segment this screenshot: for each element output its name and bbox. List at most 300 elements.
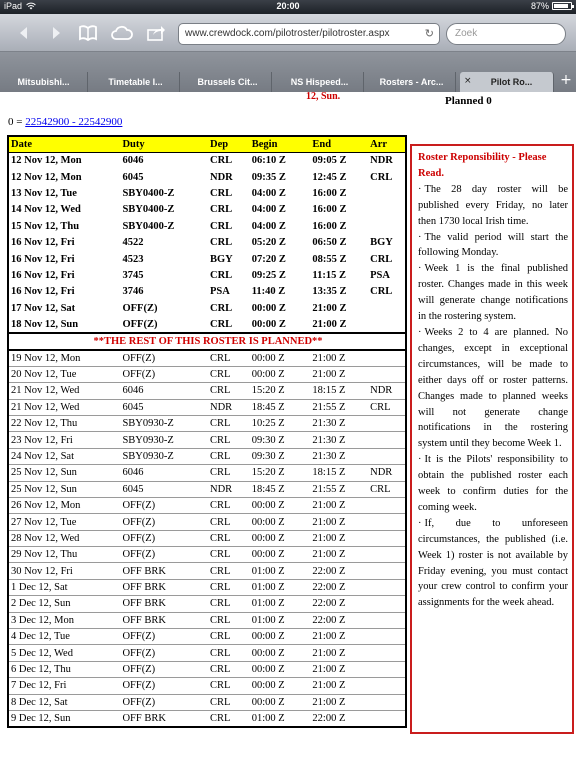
cell-date: 13 Nov 12, Tue (8, 185, 120, 201)
cell-duty: OFF(Z) (120, 661, 208, 677)
cell-dep: CRL (208, 596, 250, 612)
cell-arr: CRL (368, 284, 406, 300)
cell-begin: 00:00 Z (250, 547, 311, 563)
cell-dep: CRL (210, 302, 233, 314)
table-row (8, 169, 406, 185)
cell-date: 3 Dec 12, Mon (8, 612, 120, 628)
cell-begin: 15:20 Z (250, 465, 311, 481)
back-icon[interactable] (12, 22, 36, 44)
cell-dep: CRL (210, 269, 233, 281)
header-date: Date (8, 136, 120, 153)
cell-end: 09:05 Z (312, 155, 347, 167)
cell-date: 6 Dec 12, Thu (8, 661, 120, 677)
cell-end: 21:00 Z (312, 318, 347, 330)
cell-begin: 04:00 Z (251, 204, 286, 216)
cell-dep: PSA (210, 286, 230, 298)
cell-dep: CRL (210, 220, 233, 232)
cell-duty: OFF BRK (120, 579, 208, 595)
notes-bullet (418, 182, 568, 230)
cell-date: 4 Dec 12, Tue (8, 629, 120, 645)
cell-date: 16 Nov 12, Fri (8, 234, 120, 250)
cell-begin: 00:00 Z (251, 318, 286, 330)
bullet-text: The valid period will start the following Monday. (418, 231, 568, 259)
zero-prefix: 0 = (8, 116, 26, 128)
cell-date: 30 Nov 12, Fri (8, 563, 120, 579)
cell-end: 21:30 Z (310, 432, 368, 448)
cell-date: 12 Nov 12, Mon (8, 169, 120, 185)
cell-arr (368, 202, 406, 218)
cell-begin: 01:00 Z (250, 563, 311, 579)
cell-arr (368, 218, 406, 234)
cell-duty: OFF BRK (120, 563, 208, 579)
cell-date: 28 Nov 12, Wed (8, 530, 120, 546)
cell-duty: OFF BRK (120, 711, 208, 728)
tab-mitsubishi[interactable] (0, 72, 88, 92)
cell-dep: CRL (208, 694, 250, 710)
add-tab-icon[interactable]: + (560, 72, 572, 88)
cell-date: 14 Nov 12, Wed (8, 202, 120, 218)
cell-duty: OFF(Z) (120, 547, 208, 563)
cell-date: 16 Nov 12, Fri (8, 251, 120, 267)
cell-begin: 01:00 Z (250, 612, 311, 628)
cell-begin: 01:00 Z (250, 579, 311, 595)
url-text: www.crewdock.com/pilotroster/pilotroster.aspx (185, 28, 390, 39)
table-row (8, 481, 406, 497)
cell-end: 21:00 Z (310, 497, 368, 513)
tab-label: NS Hispeed... (290, 77, 349, 87)
cell-date: 18 Nov 12, Sun (8, 316, 120, 332)
cell-dep: CRL (208, 448, 250, 464)
cell-arr (368, 547, 406, 563)
cell-begin: 06:10 Z (251, 155, 286, 167)
cell-end: 16:00 Z (312, 187, 347, 199)
cell-duty: 6045 (120, 399, 208, 415)
cell-duty: 6045 (120, 481, 208, 497)
table-row (8, 399, 406, 415)
cell-duty: OFF(Z) (120, 350, 208, 367)
cell-duty: 3746 (122, 286, 144, 298)
cell-arr (368, 514, 406, 530)
cell-begin: 00:00 Z (250, 678, 311, 694)
bullet-icon: · (418, 231, 422, 243)
cell-dep: CRL (208, 530, 250, 546)
table-row (8, 153, 406, 169)
table-row (8, 415, 406, 431)
cell-duty: OFF(Z) (120, 514, 208, 530)
cell-duty: OFF(Z) (122, 302, 158, 314)
table-row (8, 612, 406, 628)
tab-label: Rosters - Arc... (379, 77, 444, 87)
cell-duty: SBY0400-Z (122, 204, 175, 216)
cell-date: 1 Dec 12, Sat (8, 579, 120, 595)
cell-begin: 00:00 Z (250, 366, 311, 382)
table-row (8, 579, 406, 595)
page-content (0, 92, 576, 768)
cell-dep: CRL (208, 514, 250, 530)
cell-arr (368, 579, 406, 595)
cell-end: 21:00 Z (310, 661, 368, 677)
cell-arr (368, 596, 406, 612)
cell-arr: PSA (368, 267, 406, 283)
cell-date: 27 Nov 12, Tue (8, 514, 120, 530)
cell-date: 26 Nov 12, Mon (8, 497, 120, 513)
cell-arr (368, 432, 406, 448)
cell-duty: 3745 (122, 269, 144, 281)
cell-arr: BGY (368, 234, 406, 250)
header-begin: Begin (250, 136, 311, 153)
cell-duty: 6046 (122, 155, 144, 167)
header-dep: Dep (208, 136, 250, 153)
cell-arr: CRL (368, 169, 406, 185)
tab-timetable[interactable] (92, 72, 180, 92)
tab-label: Brussels Cit... (197, 77, 258, 87)
cell-date: 7 Dec 12, Fri (8, 678, 120, 694)
cell-end: 16:00 Z (312, 204, 347, 216)
cell-end: 06:50 Z (312, 237, 347, 249)
table-row (8, 432, 406, 448)
cell-arr (368, 300, 406, 316)
table-row (8, 284, 406, 300)
cell-date: 5 Dec 12, Wed (8, 645, 120, 661)
forward-icon[interactable] (44, 22, 68, 44)
cell-begin: 15:20 Z (250, 383, 311, 399)
cell-begin: 04:00 Z (251, 187, 286, 199)
cell-duty: OFF BRK (120, 612, 208, 628)
cell-dep: CRL (208, 661, 250, 677)
cell-begin: 00:00 Z (250, 629, 311, 645)
cell-duty: OFF(Z) (120, 694, 208, 710)
cell-arr (368, 678, 406, 694)
table-row (8, 350, 406, 367)
cell-begin: 07:20 Z (251, 253, 286, 265)
cell-end: 11:15 Z (312, 269, 346, 281)
cell-dep: CRL (208, 547, 250, 563)
cell-dep: CRL (208, 415, 250, 431)
table-row (8, 251, 406, 267)
cell-dep: NDR (208, 399, 250, 415)
cell-dep: CRL (208, 432, 250, 448)
bullet-text: It is the Pilots' responsibility to obtain the published roster each week to confirm duties for the coming week. (418, 454, 568, 513)
cell-date: 22 Nov 12, Thu (8, 415, 120, 431)
cell-dep: CRL (210, 237, 233, 249)
cell-dep: CRL (210, 187, 233, 199)
cell-date: 8 Dec 12, Sat (8, 694, 120, 710)
cell-arr: CRL (368, 481, 406, 497)
cell-duty: OFF BRK (120, 596, 208, 612)
search-field[interactable]: Zoek (446, 23, 566, 45)
cell-arr (368, 645, 406, 661)
table-row (8, 465, 406, 481)
table-row (8, 530, 406, 546)
cell-arr (368, 563, 406, 579)
table-row (8, 629, 406, 645)
cell-dep: CRL (210, 318, 233, 330)
separator-row (8, 333, 406, 350)
bullet-text: Weeks 2 to 4 are planned. No changes, except in exceptional circumstances, will be made to either days off or roster patterns. Changes made to planned weeks will not generate change notifications in the rostering system until they become Week 1. (418, 326, 568, 450)
status-bar (0, 0, 576, 14)
bullet-icon: · (418, 183, 422, 195)
cell-arr (368, 661, 406, 677)
cell-duty: OFF(Z) (120, 678, 208, 694)
cell-arr (368, 350, 406, 367)
cell-duty: OFF(Z) (120, 530, 208, 546)
cell-begin: 04:00 Z (251, 220, 286, 232)
cell-date: 21 Nov 12, Wed (8, 383, 120, 399)
cell-dep: CRL (208, 366, 250, 382)
cell-dep: CRL (208, 579, 250, 595)
roster-notes (410, 144, 574, 734)
zero-line (8, 116, 122, 128)
table-row (8, 366, 406, 382)
table-row (8, 563, 406, 579)
cell-arr: CRL (368, 251, 406, 267)
reload-icon[interactable]: ↻ (424, 27, 434, 40)
tab-ns-hispeed[interactable] (276, 72, 364, 92)
cell-end: 18:15 Z (310, 465, 368, 481)
cell-end: 21:00 Z (310, 694, 368, 710)
tab-label: Mitsubishi... (17, 77, 70, 87)
cell-date: 21 Nov 12, Wed (8, 399, 120, 415)
table-row (8, 185, 406, 201)
cell-arr (368, 366, 406, 382)
cell-arr (368, 448, 406, 464)
roster-table (7, 135, 407, 728)
planned-count: Planned 0 (445, 95, 492, 107)
planned-rows (8, 350, 406, 727)
cell-arr (368, 612, 406, 628)
battery-icon (552, 2, 572, 10)
cell-duty: 6045 (122, 171, 144, 183)
cell-arr: NDR (368, 383, 406, 399)
notes-title: Roster Reponsibility - Please Read. (418, 152, 547, 179)
close-tab-icon[interactable]: × (464, 76, 472, 86)
table-row (8, 202, 406, 218)
table-row (8, 448, 406, 464)
cloud-icon[interactable] (110, 22, 134, 44)
cut-off-text: 12, Sun. (306, 92, 341, 102)
cell-date: 17 Nov 12, Sat (8, 300, 120, 316)
cell-date: 20 Nov 12, Tue (8, 366, 120, 382)
separator-text: **THE REST OF THIS ROSTER IS PLANNED** (8, 333, 406, 350)
cell-begin: 01:00 Z (250, 711, 311, 728)
table-row (8, 678, 406, 694)
cell-dep: NDR (210, 171, 233, 183)
cell-begin: 00:00 Z (250, 530, 311, 546)
cell-begin: 10:25 Z (250, 415, 311, 431)
cell-duty: OFF(Z) (120, 645, 208, 661)
cell-end: 21:00 Z (310, 530, 368, 546)
cell-end: 21:00 Z (310, 629, 368, 645)
cell-arr: NDR (368, 153, 406, 169)
bullet-text: The 28 day roster will be published every Friday, no later then 1730 local Irish time. (418, 183, 568, 227)
cell-begin: 09:25 Z (251, 269, 286, 281)
battery-percent: 87% (530, 1, 549, 11)
cell-end: 13:35 Z (312, 286, 347, 298)
notes-bullet (418, 325, 568, 452)
cell-end: 21:00 Z (310, 366, 368, 382)
cell-begin: 00:00 Z (250, 661, 311, 677)
cell-duty: 4522 (122, 237, 144, 249)
cell-end: 21:00 Z (310, 514, 368, 530)
cell-duty: SBY0930-Z (120, 432, 208, 448)
tab-rosters[interactable] (368, 72, 456, 92)
cell-duty: SBY0930-Z (120, 448, 208, 464)
cell-arr (368, 497, 406, 513)
cell-date: 25 Nov 12, Sun (8, 481, 120, 497)
table-row (8, 316, 406, 332)
cell-date: 12 Nov 12, Mon (8, 153, 120, 169)
table-row (8, 661, 406, 677)
table-row (8, 497, 406, 513)
cell-end: 21:30 Z (310, 448, 368, 464)
cell-end: 22:00 Z (310, 596, 368, 612)
cell-dep: CRL (208, 497, 250, 513)
bookmarks-icon[interactable] (76, 22, 100, 44)
cell-arr (368, 530, 406, 546)
cell-dep: NDR (208, 481, 250, 497)
notes-bullet (418, 516, 568, 611)
device-name: iPad (4, 1, 23, 11)
cell-dep: CRL (210, 155, 233, 167)
cell-end: 22:00 Z (310, 711, 368, 728)
cell-arr: NDR (368, 465, 406, 481)
cell-end: 21:00 Z (312, 302, 347, 314)
table-header-row (8, 136, 406, 153)
cell-dep: CRL (208, 350, 250, 367)
cell-arr: CRL (368, 399, 406, 415)
notes-bullet (418, 452, 568, 516)
cell-end: 21:55 Z (310, 399, 368, 415)
header-arr: Arr (368, 136, 406, 153)
roster-id-link[interactable]: 22542900 - 22542900 (25, 116, 123, 128)
cell-end: 08:55 Z (312, 253, 347, 265)
cell-end: 21:00 Z (310, 350, 368, 367)
cell-duty: SBY0400-Z (122, 220, 175, 232)
cell-dep: CRL (208, 711, 250, 728)
cell-dep: CRL (208, 629, 250, 645)
cell-begin: 00:00 Z (250, 514, 311, 530)
cell-arr (368, 415, 406, 431)
cell-begin: 09:35 Z (251, 171, 286, 183)
cell-end: 18:15 Z (310, 383, 368, 399)
cell-dep: CRL (208, 383, 250, 399)
cell-end: 22:00 Z (310, 579, 368, 595)
cell-begin: 05:20 Z (251, 237, 286, 249)
cell-arr (368, 316, 406, 332)
bullet-icon: · (418, 517, 422, 529)
cell-date: 23 Nov 12, Fri (8, 432, 120, 448)
tab-label: Pilot Ro... (490, 77, 533, 87)
cell-begin: 09:30 Z (250, 448, 311, 464)
bullet-icon: · (418, 263, 422, 275)
tab-pilot-roster[interactable] (460, 72, 554, 92)
table-row (8, 645, 406, 661)
cell-arr (368, 185, 406, 201)
cell-date: 9 Dec 12, Sun (8, 711, 120, 728)
table-row (8, 711, 406, 728)
cell-dep: CRL (208, 645, 250, 661)
cell-dep: CRL (208, 678, 250, 694)
cell-end: 21:00 Z (310, 547, 368, 563)
cell-begin: 00:00 Z (250, 645, 311, 661)
cell-end: 22:00 Z (310, 563, 368, 579)
cell-duty: OFF(Z) (120, 366, 208, 382)
cell-duty: OFF(Z) (122, 318, 158, 330)
tab-label: Timetable I... (108, 77, 163, 87)
cell-date: 16 Nov 12, Fri (8, 267, 120, 283)
cell-end: 21:55 Z (310, 481, 368, 497)
cell-dep: CRL (210, 204, 233, 216)
cell-duty: 6046 (120, 383, 208, 399)
cell-date: 19 Nov 12, Mon (8, 350, 120, 367)
cell-end: 21:00 Z (310, 645, 368, 661)
tab-brussels[interactable] (184, 72, 272, 92)
cell-begin: 18:45 Z (250, 399, 311, 415)
cell-begin: 11:40 Z (251, 286, 286, 298)
cell-begin: 00:00 Z (250, 694, 311, 710)
table-row (8, 383, 406, 399)
cell-begin: 01:00 Z (250, 596, 311, 612)
cell-end: 21:00 Z (310, 678, 368, 694)
cell-duty: SBY0930-Z (120, 415, 208, 431)
cell-dep: BGY (210, 253, 233, 265)
table-row (8, 514, 406, 530)
tab-bar (0, 52, 576, 92)
cell-end: 12:45 Z (312, 171, 347, 183)
cell-begin: 00:00 Z (250, 350, 311, 367)
cell-dep: CRL (208, 563, 250, 579)
table-row (8, 547, 406, 563)
cell-arr (368, 694, 406, 710)
table-row (8, 234, 406, 250)
table-row (8, 300, 406, 316)
cell-duty: OFF(Z) (120, 497, 208, 513)
cell-duty: SBY0400-Z (122, 187, 175, 199)
table-row (8, 218, 406, 234)
cell-end: 21:30 Z (310, 415, 368, 431)
header-end: End (310, 136, 368, 153)
cell-date: 2 Dec 12, Sun (8, 596, 120, 612)
cell-dep: CRL (208, 465, 250, 481)
cell-date: 16 Nov 12, Fri (8, 284, 120, 300)
cell-duty: 4523 (122, 253, 144, 265)
cell-date: 29 Nov 12, Thu (8, 547, 120, 563)
cell-arr (368, 629, 406, 645)
battery-fill (554, 4, 568, 8)
bullet-text: Week 1 is the final published roster. Changes made in this week will generate change notifications in the rostering system. (418, 263, 568, 323)
published-rows (8, 153, 406, 333)
cell-begin: 09:30 Z (250, 432, 311, 448)
cell-begin: 18:45 Z (250, 481, 311, 497)
cell-date: 15 Nov 12, Thu (8, 218, 120, 234)
cell-date: 25 Nov 12, Sun (8, 465, 120, 481)
table-row (8, 596, 406, 612)
cell-date: 24 Nov 12, Sat (8, 448, 120, 464)
bullet-icon: · (418, 454, 422, 466)
cell-duty: OFF(Z) (120, 629, 208, 645)
header-duty: Duty (120, 136, 208, 153)
share-icon[interactable] (144, 22, 168, 44)
table-row (8, 267, 406, 283)
clock: 20:00 (276, 1, 300, 11)
cell-begin: 00:00 Z (251, 302, 286, 314)
url-field[interactable] (178, 23, 440, 45)
notes-list (418, 182, 568, 611)
cell-dep: CRL (208, 612, 250, 628)
table-row (8, 694, 406, 710)
browser-toolbar (0, 14, 576, 52)
cell-begin: 00:00 Z (250, 497, 311, 513)
